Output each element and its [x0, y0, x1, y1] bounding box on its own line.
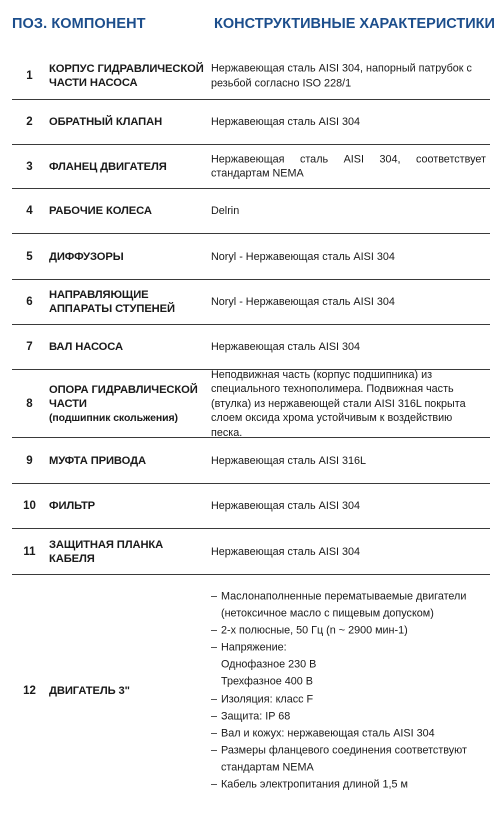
- row-number: 3: [26, 160, 33, 173]
- table-row: [12, 325, 490, 370]
- table-row: [12, 484, 490, 529]
- row-number: 11: [23, 545, 36, 558]
- list-item: – Вал и кожух: нержавеющая сталь AISI 304: [211, 725, 486, 742]
- table-header: [0, 0, 502, 52]
- row-number: 9: [26, 454, 33, 467]
- row-component: [49, 383, 209, 425]
- row-description: Неподвижная часть (корпус подшипника) из специального технополимера. Подвижная часть (втулка) из нержавеющей стали AISI 316L покрыта слоем оксида хрома устойчивым к воздействию песка.: [211, 368, 466, 439]
- row-component: ОБРАТНЫЙ КЛАПАН: [49, 116, 163, 128]
- row-component-note: (подшипник скольжения): [49, 411, 178, 424]
- row-description: Noryl - Нержавеющая сталь AISI 304: [211, 250, 395, 263]
- table-row: [12, 53, 490, 100]
- table-row: [12, 234, 490, 280]
- row-description: Noryl - Нержавеющая сталь AISI 304: [211, 295, 395, 308]
- list-item: – 2-х полюсные, 50 Гц (n ~ 2900 мин-1): [211, 623, 486, 640]
- header-pos-component: ПОЗ. КОМПОНЕНТ: [12, 16, 146, 32]
- row-component: ЗАЩИТНАЯ ПЛАНКА КАБЕЛЯ: [49, 538, 164, 565]
- list-item: стандартам NEMA: [221, 761, 314, 774]
- row-description: Нержавеющая сталь AISI 304: [211, 340, 361, 353]
- row-number: 1: [26, 70, 33, 82]
- row-number: 6: [26, 296, 33, 308]
- row-number: 7: [26, 341, 33, 353]
- row-component: ВАЛ НАСОСА: [49, 341, 123, 353]
- row-component-main: ОПОРА ГИДРАВЛИЧЕСКОЙ ЧАСТИ: [49, 383, 198, 410]
- list-item: Трехфазное 400 В: [221, 675, 313, 688]
- row-description: Нержавеющая сталь AISI 316L: [211, 454, 367, 467]
- list-item: – Размеры фланцевого соединения соответствуют: [211, 742, 486, 759]
- table-row: [12, 280, 490, 325]
- row-component: ФИЛЬТР: [49, 500, 96, 512]
- row-component: КОРПУС ГИДРАВЛИЧЕСКОЙ ЧАСТИ НАСОСА: [49, 63, 204, 89]
- row-description: Нержавеющая сталь AISI 304, соответствует стандартам NEMA: [211, 153, 486, 180]
- list-item: – Кабель электропитания длиной 1,5 м: [211, 776, 486, 793]
- row-component: РАБОЧИЕ КОЛЕСА: [49, 205, 152, 217]
- list-item: – Напряжение:: [211, 640, 486, 657]
- row-component: НАПРАВЛЯЮЩИЕ АППАРАТЫ СТУПЕНЕЙ: [49, 289, 175, 315]
- row-description: Delrin: [211, 204, 240, 217]
- row-description: Нержавеющая сталь AISI 304: [211, 545, 361, 558]
- table-row: [12, 575, 490, 807]
- row-description: Нержавеющая сталь AISI 304: [211, 115, 361, 128]
- table-row: [12, 529, 490, 575]
- row-number: 8: [26, 397, 33, 410]
- header-characteristics: КОНСТРУКТИВНЫЕ ХАРАКТЕРИСТИКИ: [214, 16, 495, 32]
- row-description: [211, 588, 486, 793]
- list-item: (нетоксичное масло с пищевым допуском): [221, 607, 434, 620]
- motor-spec-list: [211, 588, 486, 793]
- list-item: – Защита: IP 68: [211, 708, 486, 725]
- row-number: 12: [23, 685, 36, 697]
- row-component: МУФТА ПРИВОДА: [49, 454, 146, 467]
- row-description: Нержавеющая сталь AISI 304: [211, 499, 361, 512]
- table-row: [12, 438, 490, 484]
- row-number: 2: [26, 116, 33, 128]
- table-row: [12, 100, 490, 145]
- row-description: Нержавеющая сталь AISI 304, напорный патрубок с резьбой согласно ISO 228/1: [211, 62, 472, 89]
- row-component: ФЛАНЕЦ ДВИГАТЕЛЯ: [49, 160, 167, 173]
- row-component: ДВИГАТЕЛЬ 3": [49, 685, 130, 697]
- table-row: [12, 370, 490, 438]
- list-item: – Изоляция: класс F: [211, 691, 486, 708]
- row-number: 10: [23, 500, 36, 512]
- table-row: [12, 145, 490, 189]
- list-item: Однофазное 230 В: [221, 658, 317, 671]
- row-number: 4: [26, 205, 33, 217]
- table-row: [12, 189, 490, 234]
- row-component: ДИФФУЗОРЫ: [49, 250, 124, 263]
- list-item: – Маслонаполненные перематываемые двигатели: [211, 588, 486, 605]
- row-number: 5: [26, 250, 33, 263]
